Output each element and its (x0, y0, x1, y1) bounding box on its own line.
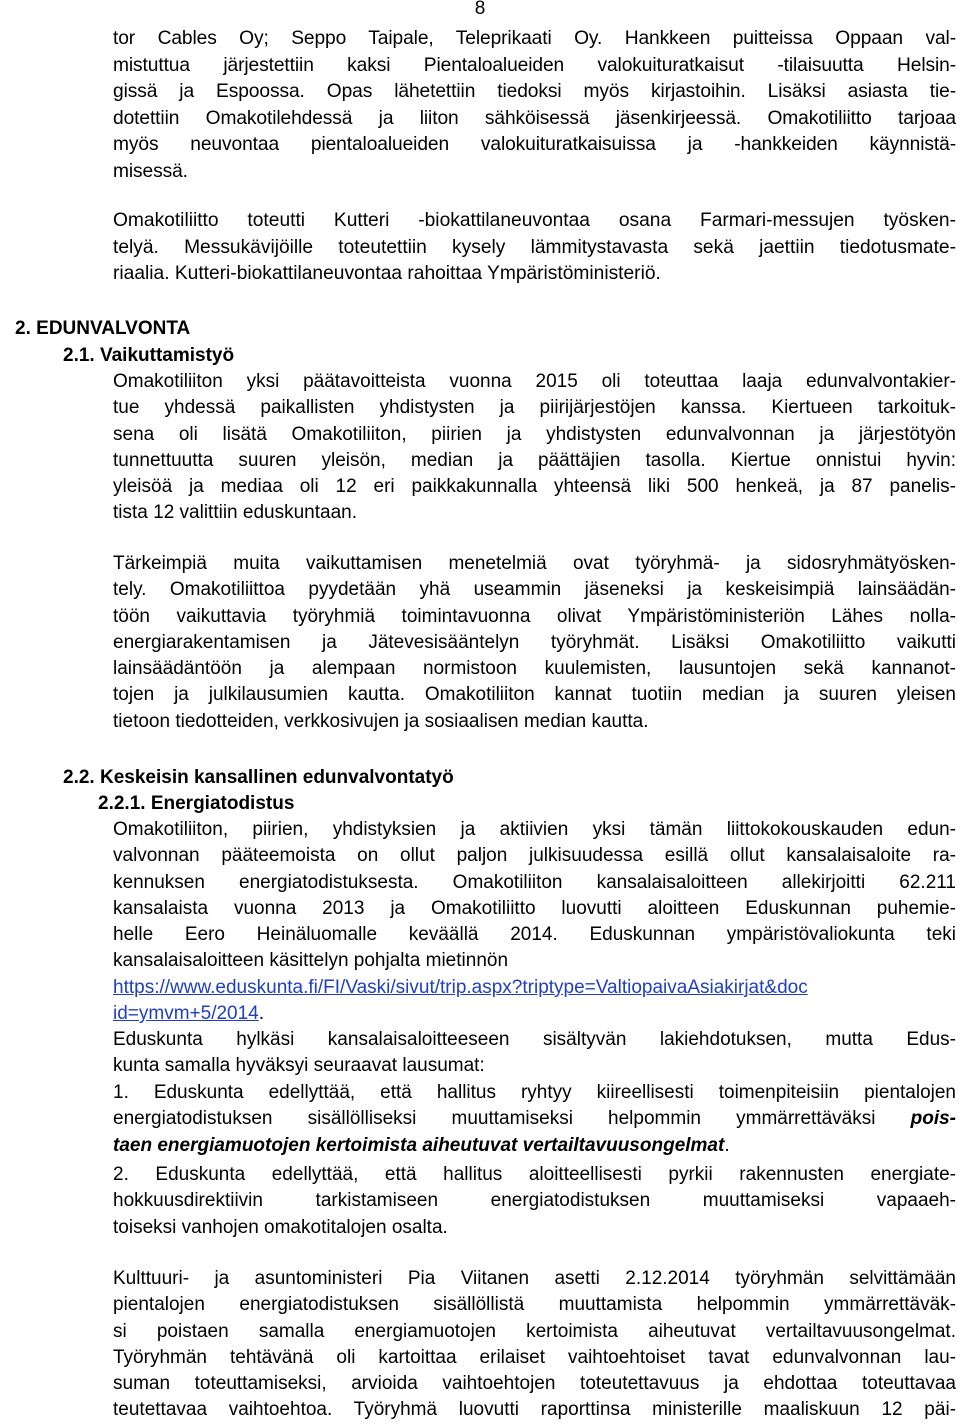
lausuma-2 (113, 1162, 956, 1241)
section-number: 2. (15, 318, 31, 339)
section-title: Vaikuttamistyö (99, 345, 235, 366)
text-line (113, 1133, 956, 1159)
text-line: tietoon tiedotteiden, verkkosivujen ja sosiaalisen median kautta. (113, 710, 649, 732)
text-line: lainsäädäntöön ja alempaan normistoon kuulemisten, lausuntojen sekä kannanot- (113, 658, 956, 680)
text-line: telyä. Messukävijöille toteutettiin kysely lämmitystavasta sekä jaettiin tiedotusmate- (113, 236, 956, 258)
text-line: energiarakentamisen ja Jätevesisääntelyn työryhmät. Lisäksi Omakotiliitto vaikutti (113, 631, 956, 653)
kutteri-paragraph (113, 208, 956, 288)
text-line: töön vaikuttavia työryhmiä toimintavuonna olivat Ympäristöministeriön Lähes nolla- (113, 605, 956, 627)
text-line: riaalia. Kutteri-biokattilaneuvontaa rahoittaa Ympäristöministeriö. (113, 263, 661, 284)
emphasis-text: pois- (910, 1108, 956, 1130)
page-number: 8 (474, 0, 486, 19)
vaikuttamistyo-paragraph-1 (113, 369, 956, 527)
text-line: tely. Omakotiliittoa pyydetään yhä useammin jäseneksi ja keskeisimpiä lainsäädän- (113, 579, 956, 601)
text-line: dotettiin Omakotilehdessä ja liiton sähköisessä jäsenkirjeessä. Omakotiliitto tarjoaa (113, 107, 956, 129)
text-run: energiatodistuksen sisällölliseksi muuttamiseksi helpommin ymmärrettäväksi (113, 1108, 911, 1130)
section-heading-2-2 (63, 765, 454, 791)
eduskunta-paragraph (113, 1027, 956, 1080)
text-line: Tärkeimpiä muita vaikuttamisen menetelmiä ovat työryhmä- ja sidosryhmätyösken- (113, 553, 956, 574)
section-title: Energiatodistus (150, 793, 295, 814)
link-period: . (258, 1003, 265, 1025)
text-line: valvonnan pääteemoista on ollut paljon julkisuudessa esillä ollut kansalaisaloite ra- (113, 845, 956, 867)
eduskunta-link-line (113, 1001, 956, 1027)
text-line: 1. Eduskunta edellyttää, että hallitus ryhtyy kiireellisesti toimenpiteisiin pientalojen (113, 1082, 956, 1103)
intro-paragraph (113, 26, 956, 185)
lausuma-1 (113, 1080, 956, 1159)
text-line: tue yhdessä paikallisten yhdistysten ja piirijärjestöjen kanssa. Kiertueen tarkoituk- (113, 397, 956, 419)
text-line: Työryhmän tehtävänä oli kartoittaa erilaiset vaihtoehtoiset tavat edunvalvonnan lau- (113, 1346, 956, 1368)
section-number: 2.1. (63, 345, 95, 366)
text-line: hokkuusdirektiivin tarkistamiseen energiatodistuksen muuttamiseksi vapaaeh- (113, 1190, 956, 1212)
eduskunta-link-line (113, 975, 956, 1001)
text-line: kansalaisaloitteen käsittelyn pohjalta mietinnön (113, 950, 509, 972)
section-title: EDUNVALVONTA (36, 318, 191, 339)
text-line: yleisöä ja mediaa oli 12 eri paikkakunnalla yhteensä liki 500 henkeä, ja 87 panelis- (113, 476, 956, 498)
text-line: kennuksen energiatodistuksesta. Omakotiliiton kansalaisaloitteen allekirjoitti 62.211 (113, 871, 956, 893)
eduskunta-link[interactable]: id=ymvm+5/2014 (113, 1003, 259, 1025)
text-line (113, 1106, 956, 1132)
section-heading-2-2-1 (98, 791, 294, 817)
section-number: 2.2.1. (98, 793, 146, 814)
text-line: mistuttua järjestettiin kaksi Pientaloalueiden valokuituratkaisut -tilaisuutta Helsin- (113, 54, 956, 76)
text-line: tunnettuutta suuren yleisön, median ja päättäjien tasolla. Kiertue onnistui hyvin: (113, 449, 956, 471)
text-line: myös neuvontaa pientaloalueiden valokuituratkaisuissa ja -hankkeiden käynnistä- (113, 134, 956, 155)
text-line: misessä. (113, 160, 188, 182)
text-line: kansalaista vuonna 2013 ja Omakotiliitto luovutti aloitteen Eduskunnan puhemie- (113, 897, 956, 919)
section-number: 2.2. (63, 767, 95, 788)
text-line: Omakotiliiton yksi päätavoitteista vuonna 2015 oli toteuttaa laaja edunvalvontakier- (113, 371, 956, 392)
energiatodistus-paragraph (113, 817, 956, 1027)
text-line: Kulttuuri- ja asuntoministeri Pia Viitanen asetti 2.12.2014 työryhmän selvittämään (113, 1268, 956, 1289)
eduskunta-link[interactable]: https://www.eduskunta.fi/FI/Vaski/sivut/trip.aspx?triptype=ValtiopaivaAsiakirjat&doc (113, 976, 808, 998)
text-line: Omakotiliitto toteutti Kutteri -biokattilaneuvontaa osana Farmari-messujen työsken- (113, 210, 956, 231)
text-line: Omakotiliiton, piirien, yhdistyksien ja aktiivien yksi tämän liittokokouskauden edun- (113, 819, 956, 840)
text-line: Eduskunta hylkäsi kansalaisaloitteeseen sisältyvän lakiehdotuksen, mutta Edus- (113, 1029, 956, 1050)
text-line: tista 12 valittiin eduskuntaan. (113, 502, 357, 524)
section-heading-2 (15, 316, 190, 342)
text-line: toiseksi vanhojen omakotitalojen osalta. (113, 1216, 448, 1238)
text-run: . (724, 1134, 730, 1156)
emphasis-text: taen energiamuotojen kertoimista aiheutuvat vertailtavuusongelmat (113, 1134, 725, 1156)
text-line: helle Eero Heinäluomalle keväällä 2014. Eduskunnan ympäristövaliokunta teki (113, 924, 956, 946)
kulttuuriministeri-paragraph (113, 1266, 956, 1424)
text-line: pientalojen energiatodistuksen sisällöllistä muuttamista helpommin ymmärrettäväk- (113, 1294, 956, 1316)
section-heading-2-1 (63, 343, 234, 369)
text-line: si poistaen samalla energiamuotojen kertoimista aiheutuvat vertailtavuusongelmat. (113, 1320, 956, 1342)
section-title: Keskeisin kansallinen edunvalvontatyö (99, 767, 454, 788)
vaikuttamistyo-paragraph-2 (113, 551, 956, 735)
text-line: kunta samalla hyväksyi seuraavat lausumat: (113, 1055, 485, 1077)
text-line: teutettavaa vaihtoehtoa. Työryhmä luovutti raporttinsa ministerille maaliskuun 12 päi- (113, 1399, 956, 1421)
text-line: tor Cables Oy; Seppo Taipale, Teleprikaati Oy. Hankkeen puitteissa Oppaan val- (113, 28, 956, 49)
text-line: suman toteuttamiseksi, arvioida vaihtoehtojen toteutettavuus ja ehdottaa toteuttavaa (113, 1373, 956, 1395)
text-line: 2. Eduskunta edellyttää, että hallitus aloitteellisesti pyrkii rakennusten energiate- (113, 1164, 956, 1185)
text-line: gissä ja Espoossa. Opas lähetettiin tiedoksi myös kirjastoihin. Lisäksi asiasta tie- (113, 81, 956, 102)
text-line: tojen ja julkilausumien kautta. Omakotiliiton kannat tuotiin median ja suuren yleisen (113, 684, 956, 706)
text-line: sena oli lisätä Omakotiliiton, piirien ja yhdistysten edunvalvonnan ja järjestötyön (113, 423, 956, 445)
